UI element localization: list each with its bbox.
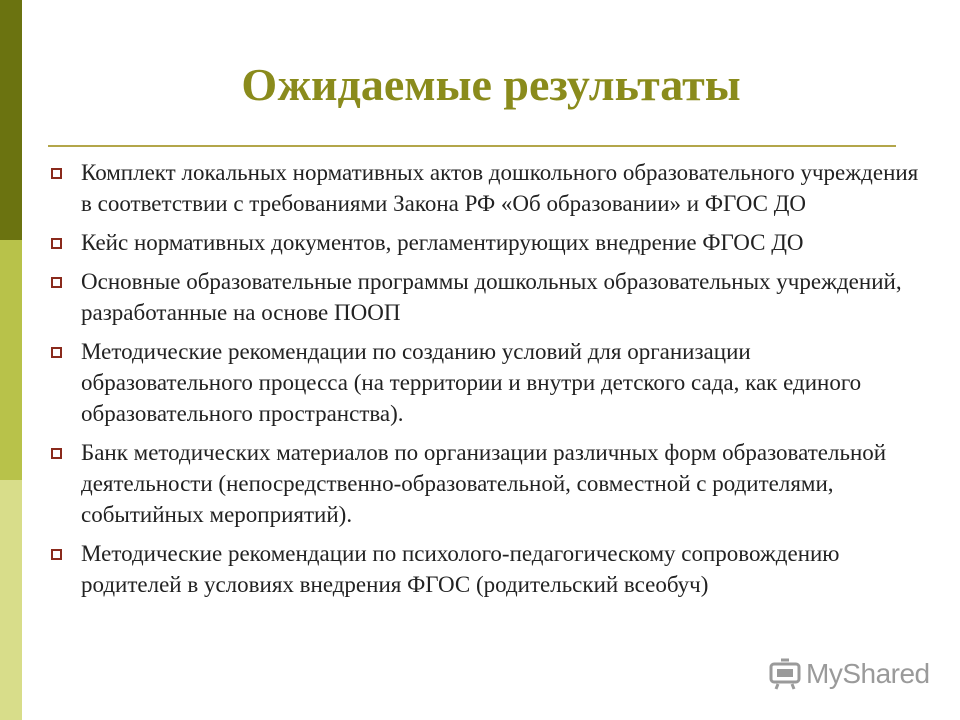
list-item-text: Кейс нормативных документов, регламентирующих внедрение ФГОС ДО <box>81 230 804 255</box>
list-item-text: Основные образовательные программы дошкольных образовательных учреждений, разработанные на основе ПООП <box>81 269 902 325</box>
sidebar-band-mid <box>0 240 22 480</box>
title-divider <box>48 145 896 147</box>
list-item-text: Методические рекомендации по психолого-педагогическому сопровождению родителей в условиях внедрения ФГОС (родительский всеобуч) <box>81 541 840 597</box>
list-item <box>45 227 925 258</box>
list-item <box>45 266 925 328</box>
list-item <box>45 157 925 219</box>
myshared-watermark <box>768 656 930 692</box>
watermark-text: MyShared <box>806 658 930 689</box>
sidebar-band-light <box>0 480 22 720</box>
square-bullet-icon <box>51 448 62 459</box>
square-bullet-icon <box>51 238 62 249</box>
square-bullet-icon <box>51 277 62 288</box>
list-item-text: Банк методических материалов по организации различных форм образовательной деятельности (непосредственно-образовательной, совместной с родителями, событийных мероприятий). <box>81 440 887 527</box>
list-item <box>45 437 925 530</box>
sidebar-band-dark <box>0 0 22 240</box>
list-item-text: Методические рекомендации по созданию условий для организации образовательного процесса (на территории и внутри детского сада, как единого образовательного пространства). <box>81 339 862 426</box>
projector-icon <box>768 658 802 690</box>
list-item-text: Комплект локальных нормативных актов дошкольного образовательного учреждения в соответствии с требованиями Закона РФ «Об образовании» и ФГОС ДО <box>81 160 919 216</box>
results-list <box>45 157 925 608</box>
square-bullet-icon <box>51 549 62 560</box>
list-item <box>45 538 925 600</box>
list-item <box>45 336 925 429</box>
slide-title: Ожидаемые результаты <box>241 59 741 110</box>
square-bullet-icon <box>51 168 62 179</box>
square-bullet-icon <box>51 347 62 358</box>
